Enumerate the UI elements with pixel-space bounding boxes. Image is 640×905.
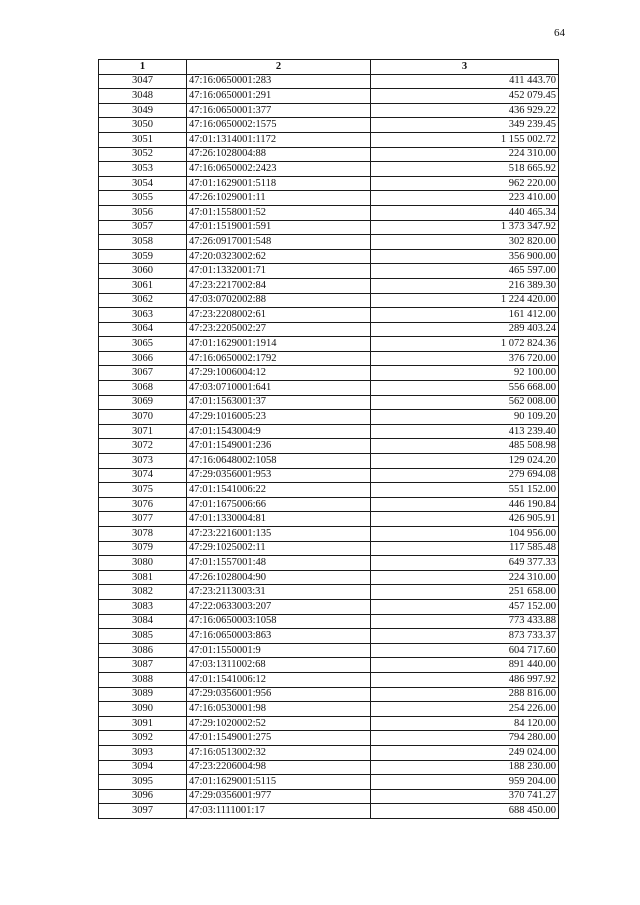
cadastral-number: 47:01:1332001:71 xyxy=(187,264,371,279)
table-row xyxy=(99,570,559,585)
row-number: 3049 xyxy=(99,103,187,118)
cadastral-number: 47:03:1311002:68 xyxy=(187,658,371,673)
cadastral-value: 551 152.00 xyxy=(371,483,559,498)
cadastral-value: 891 440.00 xyxy=(371,658,559,673)
cadastral-value: 436 929.22 xyxy=(371,103,559,118)
row-number: 3081 xyxy=(99,570,187,585)
table-row xyxy=(99,687,559,702)
table-row xyxy=(99,264,559,279)
row-number: 3093 xyxy=(99,745,187,760)
table-row xyxy=(99,585,559,600)
table-row xyxy=(99,147,559,162)
table-body xyxy=(99,74,559,818)
cadastral-value: 90 109.20 xyxy=(371,410,559,425)
row-number: 3082 xyxy=(99,585,187,600)
cadastral-value: 370 741.27 xyxy=(371,789,559,804)
cadastral-value: 1 072 824.36 xyxy=(371,337,559,352)
cadastral-value: 288 816.00 xyxy=(371,687,559,702)
table-row xyxy=(99,716,559,731)
table-row xyxy=(99,235,559,250)
table-row xyxy=(99,293,559,308)
table-row xyxy=(99,454,559,469)
cadastral-number: 47:26:1028004:90 xyxy=(187,570,371,585)
registry-table xyxy=(98,59,559,819)
table-row xyxy=(99,191,559,206)
table-row xyxy=(99,424,559,439)
cadastral-number: 47:29:0356001:956 xyxy=(187,687,371,702)
table-header xyxy=(99,60,559,75)
cadastral-value: 440 465.34 xyxy=(371,205,559,220)
table-row xyxy=(99,74,559,89)
table-row xyxy=(99,804,559,819)
cadastral-number: 47:01:1629001:5118 xyxy=(187,176,371,191)
row-number: 3052 xyxy=(99,147,187,162)
cadastral-value: 224 310.00 xyxy=(371,570,559,585)
table-row xyxy=(99,614,559,629)
table-row xyxy=(99,599,559,614)
cadastral-number: 47:16:0650003:1058 xyxy=(187,614,371,629)
cadastral-value: 224 310.00 xyxy=(371,147,559,162)
cadastral-number: 47:01:1675006:66 xyxy=(187,497,371,512)
row-number: 3087 xyxy=(99,658,187,673)
table-row xyxy=(99,643,559,658)
cadastral-number: 47:03:1111001:17 xyxy=(187,804,371,819)
row-number: 3047 xyxy=(99,74,187,89)
cadastral-number: 47:22:0633003:207 xyxy=(187,599,371,614)
cadastral-value: 289 403.24 xyxy=(371,322,559,337)
table-row xyxy=(99,205,559,220)
header-row xyxy=(99,60,559,75)
row-number: 3062 xyxy=(99,293,187,308)
row-number: 3068 xyxy=(99,381,187,396)
cadastral-number: 47:26:0917001:548 xyxy=(187,235,371,250)
cadastral-number: 47:16:0650002:2423 xyxy=(187,162,371,177)
cadastral-number: 47:23:2216001:135 xyxy=(187,527,371,542)
table-row xyxy=(99,702,559,717)
row-number: 3089 xyxy=(99,687,187,702)
row-number: 3063 xyxy=(99,308,187,323)
cadastral-value: 959 204.00 xyxy=(371,775,559,790)
cadastral-number: 47:01:1550001:9 xyxy=(187,643,371,658)
row-number: 3059 xyxy=(99,249,187,264)
cadastral-number: 47:26:1029001:11 xyxy=(187,191,371,206)
cadastral-value: 249 024.00 xyxy=(371,745,559,760)
table-row xyxy=(99,89,559,104)
row-number: 3058 xyxy=(99,235,187,250)
cadastral-number: 47:01:1549001:236 xyxy=(187,439,371,454)
cadastral-value: 556 668.00 xyxy=(371,381,559,396)
row-number: 3060 xyxy=(99,264,187,279)
cadastral-value: 349 239.45 xyxy=(371,118,559,133)
cadastral-value: 486 997.92 xyxy=(371,672,559,687)
table-row xyxy=(99,395,559,410)
column-header-3: 3 xyxy=(371,60,559,75)
row-number: 3048 xyxy=(99,89,187,104)
cadastral-number: 47:29:1006004:12 xyxy=(187,366,371,381)
cadastral-number: 47:29:1020002:52 xyxy=(187,716,371,731)
row-number: 3086 xyxy=(99,643,187,658)
table-row xyxy=(99,731,559,746)
table-row xyxy=(99,745,559,760)
table-row xyxy=(99,541,559,556)
cadastral-value: 161 412.00 xyxy=(371,308,559,323)
cadastral-value: 251 658.00 xyxy=(371,585,559,600)
cadastral-number: 47:16:0650001:377 xyxy=(187,103,371,118)
table-row xyxy=(99,760,559,775)
cadastral-value: 873 733.37 xyxy=(371,629,559,644)
cadastral-value: 92 100.00 xyxy=(371,366,559,381)
cadastral-value: 117 585.48 xyxy=(371,541,559,556)
row-number: 3090 xyxy=(99,702,187,717)
table-row xyxy=(99,789,559,804)
cadastral-value: 413 239.40 xyxy=(371,424,559,439)
table-row xyxy=(99,410,559,425)
cadastral-number: 47:29:0356001:977 xyxy=(187,789,371,804)
table-row xyxy=(99,308,559,323)
table-row xyxy=(99,468,559,483)
cadastral-value: 688 450.00 xyxy=(371,804,559,819)
cadastral-number: 47:29:1016005:23 xyxy=(187,410,371,425)
table-row xyxy=(99,337,559,352)
cadastral-value: 223 410.00 xyxy=(371,191,559,206)
cadastral-value: 376 720.00 xyxy=(371,351,559,366)
cadastral-number: 47:01:1549001:275 xyxy=(187,731,371,746)
table-row xyxy=(99,672,559,687)
table-row xyxy=(99,556,559,571)
cadastral-value: 426 905.91 xyxy=(371,512,559,527)
cadastral-value: 446 190.84 xyxy=(371,497,559,512)
row-number: 3064 xyxy=(99,322,187,337)
table-row xyxy=(99,366,559,381)
row-number: 3054 xyxy=(99,176,187,191)
cadastral-value: 302 820.00 xyxy=(371,235,559,250)
cadastral-value: 129 024.20 xyxy=(371,454,559,469)
cadastral-number: 47:01:1563001:37 xyxy=(187,395,371,410)
table-row xyxy=(99,249,559,264)
row-number: 3091 xyxy=(99,716,187,731)
cadastral-number: 47:16:0650003:863 xyxy=(187,629,371,644)
table-row xyxy=(99,220,559,235)
cadastral-number: 47:23:2208002:61 xyxy=(187,308,371,323)
cadastral-value: 962 220.00 xyxy=(371,176,559,191)
column-header-1: 1 xyxy=(99,60,187,75)
row-number: 3066 xyxy=(99,351,187,366)
row-number: 3061 xyxy=(99,278,187,293)
cadastral-value: 465 597.00 xyxy=(371,264,559,279)
cadastral-number: 47:01:1557001:48 xyxy=(187,556,371,571)
row-number: 3050 xyxy=(99,118,187,133)
row-number: 3056 xyxy=(99,205,187,220)
table-row xyxy=(99,322,559,337)
row-number: 3080 xyxy=(99,556,187,571)
cadastral-value: 518 665.92 xyxy=(371,162,559,177)
cadastral-value: 604 717.60 xyxy=(371,643,559,658)
table-row xyxy=(99,118,559,133)
row-number: 3057 xyxy=(99,220,187,235)
table-row xyxy=(99,278,559,293)
cadastral-value: 254 226.00 xyxy=(371,702,559,717)
cadastral-number: 47:03:0702002:88 xyxy=(187,293,371,308)
table-row xyxy=(99,381,559,396)
cadastral-number: 47:16:0650002:1575 xyxy=(187,118,371,133)
cadastral-number: 47:16:0650001:291 xyxy=(187,89,371,104)
cadastral-number: 47:16:0650001:283 xyxy=(187,74,371,89)
table-row xyxy=(99,439,559,454)
row-number: 3069 xyxy=(99,395,187,410)
row-number: 3092 xyxy=(99,731,187,746)
cadastral-number: 47:29:1025002:11 xyxy=(187,541,371,556)
cadastral-number: 47:23:2217002:84 xyxy=(187,278,371,293)
row-number: 3072 xyxy=(99,439,187,454)
cadastral-number: 47:16:0530001:98 xyxy=(187,702,371,717)
cadastral-value: 84 120.00 xyxy=(371,716,559,731)
cadastral-number: 47:23:2205002:27 xyxy=(187,322,371,337)
cadastral-value: 1 155 002.72 xyxy=(371,132,559,147)
row-number: 3075 xyxy=(99,483,187,498)
cadastral-number: 47:01:1543004:9 xyxy=(187,424,371,439)
table-row xyxy=(99,527,559,542)
table-row xyxy=(99,775,559,790)
cadastral-value: 104 956.00 xyxy=(371,527,559,542)
table-row xyxy=(99,512,559,527)
row-number: 3073 xyxy=(99,454,187,469)
cadastral-value: 773 433.88 xyxy=(371,614,559,629)
row-number: 3088 xyxy=(99,672,187,687)
cadastral-number: 47:01:1541006:12 xyxy=(187,672,371,687)
cadastral-value: 794 280.00 xyxy=(371,731,559,746)
cadastral-number: 47:03:0710001:641 xyxy=(187,381,371,396)
cadastral-value: 1 224 420.00 xyxy=(371,293,559,308)
table-row xyxy=(99,629,559,644)
cadastral-number: 47:01:1629001:1914 xyxy=(187,337,371,352)
cadastral-value: 411 443.70 xyxy=(371,74,559,89)
row-number: 3076 xyxy=(99,497,187,512)
cadastral-number: 47:01:1629001:5115 xyxy=(187,775,371,790)
cadastral-number: 47:01:1314001:1172 xyxy=(187,132,371,147)
cadastral-number: 47:26:1028004:88 xyxy=(187,147,371,162)
row-number: 3070 xyxy=(99,410,187,425)
table-row xyxy=(99,658,559,673)
cadastral-value: 188 230.00 xyxy=(371,760,559,775)
cadastral-value: 1 373 347.92 xyxy=(371,220,559,235)
cadastral-value: 485 508.98 xyxy=(371,439,559,454)
row-number: 3077 xyxy=(99,512,187,527)
table-row xyxy=(99,176,559,191)
table-row xyxy=(99,483,559,498)
row-number: 3079 xyxy=(99,541,187,556)
row-number: 3084 xyxy=(99,614,187,629)
cadastral-number: 47:29:0356001:953 xyxy=(187,468,371,483)
table-row xyxy=(99,132,559,147)
table-row xyxy=(99,497,559,512)
cadastral-number: 47:23:2113003:31 xyxy=(187,585,371,600)
cadastral-value: 356 900.00 xyxy=(371,249,559,264)
row-number: 3097 xyxy=(99,804,187,819)
cadastral-value: 562 008.00 xyxy=(371,395,559,410)
row-number: 3051 xyxy=(99,132,187,147)
cadastral-number: 47:01:1558001:52 xyxy=(187,205,371,220)
cadastral-value: 279 694.08 xyxy=(371,468,559,483)
row-number: 3095 xyxy=(99,775,187,790)
row-number: 3071 xyxy=(99,424,187,439)
row-number: 3078 xyxy=(99,527,187,542)
row-number: 3053 xyxy=(99,162,187,177)
cadastral-value: 452 079.45 xyxy=(371,89,559,104)
cadastral-number: 47:01:1330004:81 xyxy=(187,512,371,527)
row-number: 3085 xyxy=(99,629,187,644)
row-number: 3067 xyxy=(99,366,187,381)
cadastral-number: 47:16:0513002:32 xyxy=(187,745,371,760)
cadastral-number: 47:16:0648002:1058 xyxy=(187,454,371,469)
table-row xyxy=(99,351,559,366)
cadastral-number: 47:16:0650002:1792 xyxy=(187,351,371,366)
column-header-2: 2 xyxy=(187,60,371,75)
row-number: 3083 xyxy=(99,599,187,614)
cadastral-number: 47:01:1519001:591 xyxy=(187,220,371,235)
cadastral-number: 47:20:0323002:62 xyxy=(187,249,371,264)
row-number: 3096 xyxy=(99,789,187,804)
cadastral-number: 47:23:2206004:98 xyxy=(187,760,371,775)
row-number: 3055 xyxy=(99,191,187,206)
row-number: 3094 xyxy=(99,760,187,775)
table-row xyxy=(99,103,559,118)
page-number: 64 xyxy=(554,27,565,39)
cadastral-value: 216 389.30 xyxy=(371,278,559,293)
row-number: 3065 xyxy=(99,337,187,352)
row-number: 3074 xyxy=(99,468,187,483)
cadastral-number: 47:01:1541006:22 xyxy=(187,483,371,498)
cadastral-value: 649 377.33 xyxy=(371,556,559,571)
table-row xyxy=(99,162,559,177)
cadastral-value: 457 152.00 xyxy=(371,599,559,614)
